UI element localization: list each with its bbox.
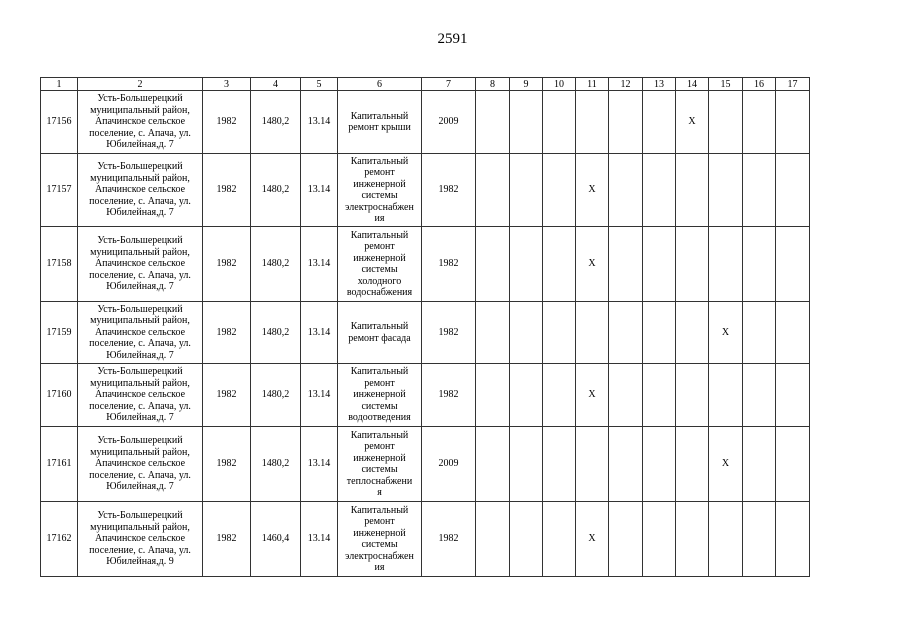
address-line: поселение, с. Апача, ул. [89, 338, 191, 350]
empty-cell [510, 427, 543, 502]
record-id-cell: 17159 [41, 302, 78, 364]
address-line: Усть-Большерецкий [97, 235, 183, 247]
address-line: Апачинское сельское [94, 533, 186, 545]
column-header-3: 3 [203, 78, 251, 91]
work-type-line: я [377, 487, 382, 498]
empty-cell [743, 502, 776, 577]
column-header-15: 15 [709, 78, 743, 91]
year-cell: 2009 [422, 427, 476, 502]
work-type-line: инженерной [353, 389, 406, 401]
address-line: Юбилейная,д. 7 [106, 139, 174, 151]
empty-cell [476, 302, 510, 364]
address-line: Юбилейная,д. 7 [106, 349, 174, 361]
work-type-cell [338, 154, 422, 227]
code-cell: 13.14 [301, 364, 338, 427]
work-type-line: ремонт [364, 377, 395, 389]
year-cell: 1982 [422, 364, 476, 427]
address-line: Апачинское сельское [94, 389, 186, 401]
empty-cell [476, 227, 510, 302]
table-row [41, 364, 810, 427]
year-cell: 1982 [422, 154, 476, 227]
year-built-cell: 1982 [203, 154, 251, 227]
work-type-line: ремонт [364, 441, 395, 452]
work-type-line: ремонт [364, 241, 395, 252]
empty-cell [476, 502, 510, 577]
year-built-cell: 1982 [203, 227, 251, 302]
work-type-line: водоснабжения [346, 287, 413, 298]
address-line: Юбилейная,д. 7 [106, 281, 174, 293]
address-line: поселение, с. Апача, ул. [89, 269, 191, 281]
work-type-line: инженерной [353, 527, 406, 539]
empty-cell [776, 502, 810, 577]
record-id-cell: 17162 [41, 502, 78, 577]
work-type-cell [338, 302, 422, 364]
address-line: муниципальный район, [90, 377, 190, 389]
work-type-line: Капитальный [350, 229, 409, 241]
address-line: Юбилейная,д. 7 [106, 207, 174, 219]
empty-cell [543, 91, 576, 154]
address-line: муниципальный район, [90, 246, 190, 258]
empty-cell [609, 502, 643, 577]
empty-cell [776, 364, 810, 427]
area-cell: 1460,4 [251, 502, 301, 577]
mark-cell: X [576, 502, 609, 577]
register-table-body [41, 78, 810, 577]
work-type-line: электроснабжен [345, 201, 414, 213]
page-number: 2591 [437, 31, 468, 47]
empty-cell [776, 154, 810, 227]
address-cell [78, 502, 203, 577]
work-type-cell [338, 364, 422, 427]
work-type-line: ия [374, 562, 385, 573]
empty-cell [609, 364, 643, 427]
mark-cell: X [576, 154, 609, 227]
area-cell: 1480,2 [251, 227, 301, 302]
address-line: поселение, с. Апача, ул. [89, 544, 191, 556]
address-line: Апачинское сельское [94, 326, 186, 338]
address-cell [78, 227, 203, 302]
column-header-14: 14 [676, 78, 709, 91]
work-type-line: инженерной [353, 178, 406, 190]
register-table [40, 77, 810, 577]
mark-cell: X [709, 427, 743, 502]
area-cell: 1480,2 [251, 427, 301, 502]
empty-cell [776, 91, 810, 154]
area-cell: 1480,2 [251, 91, 301, 154]
table-row [41, 91, 810, 154]
work-type-cell [338, 427, 422, 502]
work-type-cell [338, 91, 422, 154]
empty-cell [643, 154, 676, 227]
column-header-4: 4 [251, 78, 301, 91]
work-type-line: электроснабжен [345, 550, 414, 562]
work-type-line: Капитальный [350, 366, 409, 378]
empty-cell [743, 154, 776, 227]
code-cell: 13.14 [301, 227, 338, 302]
empty-cell [709, 364, 743, 427]
year-cell: 1982 [422, 227, 476, 302]
empty-cell [643, 427, 676, 502]
empty-cell [676, 502, 709, 577]
empty-cell [709, 91, 743, 154]
empty-cell [543, 502, 576, 577]
empty-cell [676, 427, 709, 502]
empty-cell [576, 91, 609, 154]
empty-cell [510, 502, 543, 577]
address-line: Усть-Большерецкий [97, 303, 183, 315]
empty-cell [643, 364, 676, 427]
address-line: Юбилейная,д. 9 [106, 556, 174, 568]
address-cell [78, 154, 203, 227]
column-header-16: 16 [743, 78, 776, 91]
empty-cell [643, 302, 676, 364]
address-line: Усть-Большерецкий [97, 435, 183, 447]
work-type-line: Капитальный [350, 504, 409, 516]
address-cell [78, 91, 203, 154]
year-cell: 1982 [422, 302, 476, 364]
empty-cell [543, 302, 576, 364]
address-line: Апачинское сельское [94, 116, 186, 128]
record-id-cell: 17157 [41, 154, 78, 227]
column-header-1: 1 [41, 78, 78, 91]
empty-cell [709, 502, 743, 577]
mark-cell: X [576, 227, 609, 302]
column-header-9: 9 [510, 78, 543, 91]
column-header-8: 8 [476, 78, 510, 91]
area-cell: 1480,2 [251, 302, 301, 364]
empty-cell [643, 502, 676, 577]
empty-cell [576, 427, 609, 502]
address-line: муниципальный район, [90, 315, 190, 327]
empty-cell [743, 91, 776, 154]
work-type-line: Капитальный [350, 110, 409, 122]
address-line: Юбилейная,д. 7 [106, 481, 174, 493]
empty-cell [676, 154, 709, 227]
area-cell: 1480,2 [251, 154, 301, 227]
record-id-cell: 17161 [41, 427, 78, 502]
empty-cell [510, 364, 543, 427]
work-type-line: системы [361, 539, 398, 550]
empty-cell [543, 427, 576, 502]
column-header-11: 11 [576, 78, 609, 91]
code-cell: 13.14 [301, 154, 338, 227]
year-built-cell: 1982 [203, 502, 251, 577]
address-line: муниципальный район, [90, 446, 190, 458]
work-type-line: Капитальный [350, 155, 409, 167]
empty-cell [543, 154, 576, 227]
address-line: поселение, с. Апача, ул. [89, 195, 191, 207]
address-line: поселение, с. Апача, ул. [89, 127, 191, 139]
empty-cell [776, 227, 810, 302]
empty-cell [476, 154, 510, 227]
empty-cell [609, 302, 643, 364]
address-line: поселение, с. Апача, ул. [89, 469, 191, 481]
empty-cell [543, 364, 576, 427]
year-cell: 2009 [422, 91, 476, 154]
table-row [41, 227, 810, 302]
address-line: Усть-Большерецкий [97, 366, 183, 378]
address-line: Апачинское сельское [94, 458, 186, 470]
empty-cell [576, 302, 609, 364]
work-type-cell [338, 227, 422, 302]
address-line: Апачинское сельское [94, 184, 186, 196]
column-header-13: 13 [643, 78, 676, 91]
empty-cell [543, 227, 576, 302]
column-header-12: 12 [609, 78, 643, 91]
address-line: поселение, с. Апача, ул. [89, 400, 191, 412]
area-cell: 1480,2 [251, 364, 301, 427]
empty-cell [743, 227, 776, 302]
empty-cell [709, 227, 743, 302]
code-cell: 13.14 [301, 502, 338, 577]
address-line: Усть-Большерецкий [97, 93, 183, 105]
empty-cell [510, 91, 543, 154]
empty-cell [609, 427, 643, 502]
mark-cell: X [676, 91, 709, 154]
column-header-2: 2 [78, 78, 203, 91]
empty-cell [510, 227, 543, 302]
empty-cell [743, 364, 776, 427]
year-cell: 1982 [422, 502, 476, 577]
empty-cell [476, 91, 510, 154]
empty-cell [609, 91, 643, 154]
year-built-cell: 1982 [203, 427, 251, 502]
empty-cell [476, 364, 510, 427]
address-line: Усть-Большерецкий [97, 161, 183, 173]
address-line: муниципальный район, [90, 521, 190, 533]
column-header-7: 7 [422, 78, 476, 91]
empty-cell [743, 427, 776, 502]
work-type-line: ремонт [364, 516, 395, 527]
address-line: муниципальный район, [90, 104, 190, 116]
year-built-cell: 1982 [203, 302, 251, 364]
work-type-line: теплоснабжени [346, 475, 413, 487]
record-id-cell: 17156 [41, 91, 78, 154]
address-cell [78, 364, 203, 427]
record-id-cell: 17160 [41, 364, 78, 427]
column-header-17: 17 [776, 78, 810, 91]
empty-cell [743, 302, 776, 364]
empty-cell [609, 154, 643, 227]
address-line: Юбилейная,д. 7 [106, 412, 174, 424]
work-type-line: ия [374, 213, 385, 224]
work-type-line: инженерной [353, 252, 406, 264]
empty-cell [510, 154, 543, 227]
table-row [41, 502, 810, 577]
record-id-cell: 17158 [41, 227, 78, 302]
code-cell: 13.14 [301, 302, 338, 364]
address-cell [78, 427, 203, 502]
empty-cell [776, 302, 810, 364]
address-line: Усть-Большерецкий [97, 510, 183, 522]
address-cell [78, 302, 203, 364]
mark-cell: X [576, 364, 609, 427]
empty-cell [776, 427, 810, 502]
empty-cell [609, 227, 643, 302]
work-type-line: холодного [357, 275, 402, 287]
code-cell: 13.14 [301, 427, 338, 502]
column-header-6: 6 [338, 78, 422, 91]
work-type-line: ремонт фасада [348, 332, 411, 344]
work-type-line: системы [361, 264, 398, 275]
work-type-line: системы [361, 464, 398, 475]
empty-cell [476, 427, 510, 502]
table-row [41, 427, 810, 502]
address-line: муниципальный район, [90, 172, 190, 184]
column-header-10: 10 [543, 78, 576, 91]
table-row [41, 154, 810, 227]
column-header-5: 5 [301, 78, 338, 91]
mark-cell: X [709, 302, 743, 364]
empty-cell [510, 302, 543, 364]
empty-cell [709, 154, 743, 227]
work-type-line: инженерной [353, 452, 406, 464]
table-row [41, 302, 810, 364]
year-built-cell: 1982 [203, 364, 251, 427]
address-line: Апачинское сельское [94, 258, 186, 270]
work-type-cell [338, 502, 422, 577]
header-row [41, 78, 810, 91]
code-cell: 13.14 [301, 91, 338, 154]
work-type-line: Капитальный [350, 429, 409, 441]
empty-cell [676, 302, 709, 364]
empty-cell [676, 227, 709, 302]
work-type-line: системы [361, 400, 398, 412]
work-type-line: ремонт [364, 167, 395, 178]
empty-cell [643, 91, 676, 154]
year-built-cell: 1982 [203, 91, 251, 154]
work-type-line: Капитальный [350, 321, 409, 332]
empty-cell [676, 364, 709, 427]
work-type-line: системы [361, 190, 398, 201]
work-type-line: ремонт крыши [348, 122, 411, 133]
work-type-line: водоотведения [348, 412, 411, 424]
empty-cell [643, 227, 676, 302]
